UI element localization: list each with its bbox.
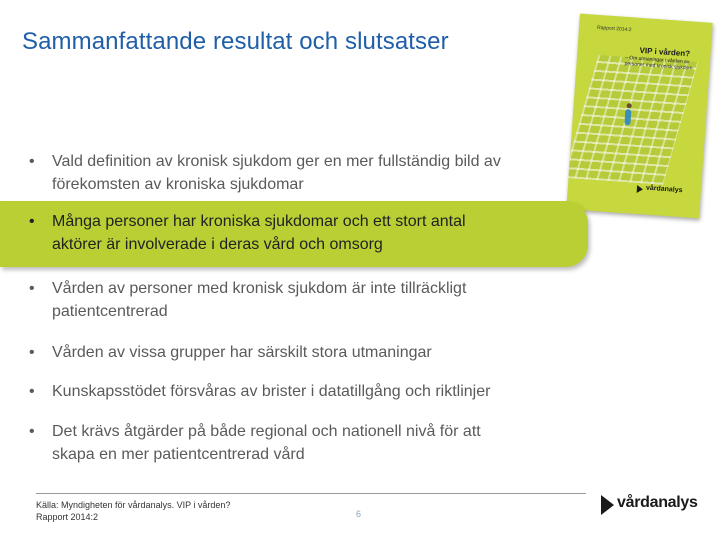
logo-text: vårdanalys — [617, 494, 698, 511]
bullet-text-line2: förekomsten av kroniska sjukdomar — [52, 176, 304, 193]
bullet-item — [29, 420, 582, 466]
bullet-item — [29, 150, 582, 196]
page-number: 6 — [356, 509, 362, 519]
cover-logo: vårdanalys — [645, 184, 683, 195]
bullet-dot: • — [29, 153, 35, 170]
bullet-dot: • — [29, 344, 35, 361]
cover-title: VIP i vården? — [639, 45, 691, 59]
footer-source-line1: Källa: Myndigheten för vårdanalys. VIP i vården? — [36, 500, 231, 510]
cover-subtitle: – Om utmaningar i vården av personer med kronisk sjukdom — [624, 54, 693, 72]
bullet-dot: • — [29, 423, 35, 440]
bullet-item — [29, 341, 582, 364]
person-figure — [624, 109, 631, 125]
bullet-text-line1: Många personer har kroniska sjukdomar och ett stort antal — [52, 213, 466, 230]
footer-source — [36, 499, 286, 523]
maze-illustration — [566, 55, 698, 185]
bullet-dot: • — [29, 280, 35, 297]
bullet-dot: • — [29, 383, 35, 400]
bullet-item — [29, 380, 582, 403]
footer-divider — [36, 493, 586, 494]
bullet-text-line1: Vården av vissa grupper har särskilt stora utmaningar — [52, 344, 432, 361]
bullet-text-line1: Det krävs åtgärder på både regional och nationell nivå för att — [52, 423, 481, 440]
slide-title: Sammanfattande resultat och slutsatser — [22, 28, 449, 55]
bullet-text-line1: Vården av personer med kronisk sjukdom är inte tillräckligt — [52, 280, 467, 297]
cover-report-label: Rapport 2014:2 — [596, 24, 632, 34]
bullet-item-highlighted — [29, 210, 582, 256]
bullet-item — [29, 277, 582, 323]
bullet-dot: • — [29, 213, 35, 230]
report-cover-image — [566, 14, 712, 219]
footer-source-line2: Rapport 2014:2 — [36, 512, 99, 522]
bullet-text-line2: aktörer är involverade i deras vård och omsorg — [52, 236, 383, 253]
bullet-text-line2: skapa en mer patientcentrerad vård — [52, 446, 305, 463]
bullet-text-line1: Kunskapsstödet försvåras av brister i datatillgång och riktlinjer — [52, 383, 491, 400]
bullet-text-line2: patientcentrerad — [52, 303, 168, 320]
logo-arrow-icon — [601, 495, 614, 515]
bullet-text-line1: Vald definition av kronisk sjukdom ger en mer fullständig bild av — [52, 153, 501, 170]
